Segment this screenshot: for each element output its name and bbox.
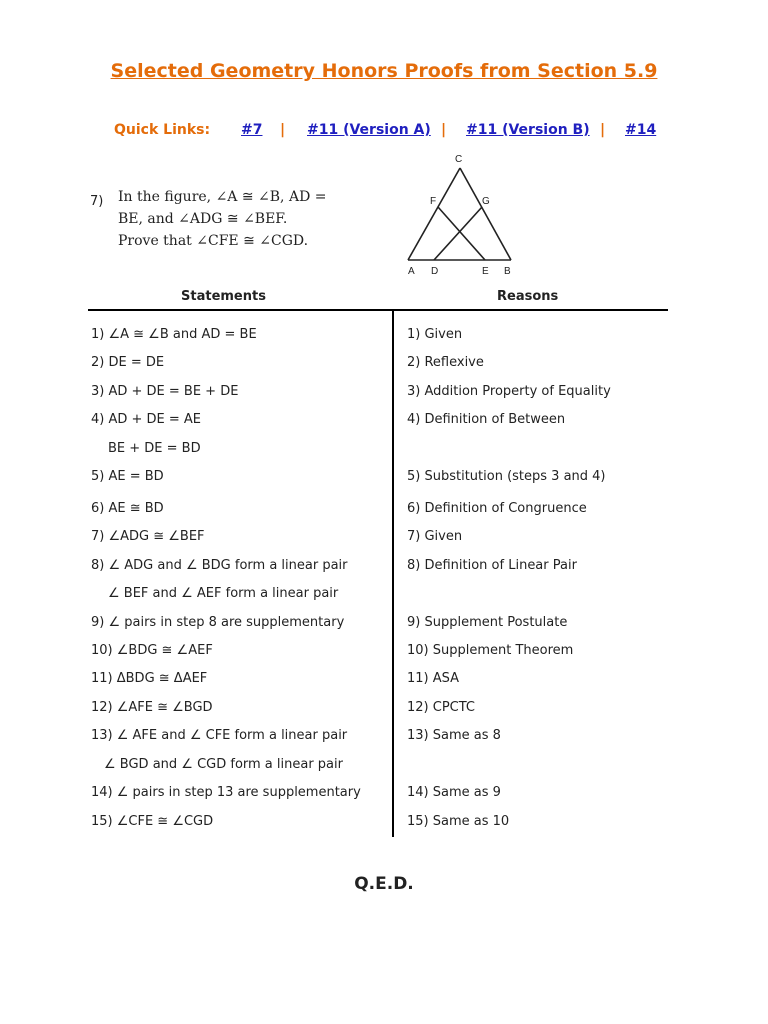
- statement-3: 3) AD + DE = BE + DE: [91, 384, 239, 399]
- statement-15: 15) ∠CFE ≅ ∠CGD: [91, 814, 214, 829]
- reason-3: 3) Addition Property of Equality: [407, 384, 611, 399]
- label-f: F: [430, 196, 437, 207]
- statement-10: 10) ∠BDG ≅ ∠AEF: [91, 643, 213, 658]
- quick-links-separator: |: [600, 122, 606, 138]
- statement-4a: 4) AD + DE = AE: [91, 412, 202, 427]
- reason-2: 2) Reflexive: [407, 355, 484, 370]
- problem-statement: [118, 186, 358, 252]
- statement-5: 5) AE = BD: [91, 469, 164, 484]
- label-c: C: [455, 154, 463, 165]
- reason-7: 7) Given: [407, 529, 463, 544]
- reason-9: 9) Supplement Postulate: [407, 615, 568, 630]
- reason-10: 10) Supplement Theorem: [407, 643, 574, 658]
- statement-13a: 13) ∠ AFE and ∠ CFE form a linear pair: [91, 728, 348, 743]
- statement-7: 7) ∠ADG ≅ ∠BEF: [91, 529, 205, 544]
- statement-4b: BE + DE = BD: [108, 441, 201, 456]
- reason-13: 13) Same as 8: [407, 728, 501, 743]
- reason-14: 14) Same as 9: [407, 785, 501, 800]
- label-a: A: [408, 266, 415, 277]
- reason-12: 12) CPCTC: [407, 700, 475, 715]
- statement-8a: 8) ∠ ADG and ∠ BDG form a linear pair: [91, 558, 348, 573]
- statement-13b: ∠ BGD and ∠ CGD form a linear pair: [104, 757, 343, 772]
- quick-links-separator: |: [280, 122, 286, 138]
- table-column-divider: [392, 311, 394, 837]
- quick-links-label: Quick Links:: [114, 122, 211, 138]
- side-bc: [460, 168, 511, 260]
- reason-15: 15) Same as 10: [407, 814, 510, 829]
- reason-8: 8) Definition of Linear Pair: [407, 558, 577, 573]
- statement-12: 12) ∠AFE ≅ ∠BGD: [91, 700, 213, 715]
- reason-11: 11) ASA: [407, 671, 460, 686]
- label-b: B: [504, 266, 511, 277]
- problem-line: In the figure, ∠A ≅ ∠B, AD =: [118, 189, 327, 205]
- table-header-rule: [88, 309, 668, 311]
- statement-8b: ∠ BEF and ∠ AEF form a linear pair: [108, 586, 339, 601]
- reasons-header: Reasons: [497, 289, 559, 304]
- reason-6: 6) Definition of Congruence: [407, 501, 587, 516]
- quick-link-7[interactable]: #7: [241, 122, 263, 138]
- problem-number: 7): [90, 194, 104, 209]
- label-e: E: [482, 266, 489, 277]
- triangle-figure: [398, 150, 528, 280]
- statements-header: Statements: [181, 289, 266, 304]
- statement-9: 9) ∠ pairs in step 8 are supplementary: [91, 615, 345, 630]
- segment-fe: [438, 207, 485, 260]
- reason-1: 1) Given: [407, 327, 463, 342]
- side-ac: [408, 168, 460, 260]
- quick-links-separator: |: [441, 122, 447, 138]
- label-d: D: [431, 266, 439, 277]
- reason-5: 5) Substitution (steps 3 and 4): [407, 469, 606, 484]
- qed-label: Q.E.D.: [354, 874, 414, 894]
- statement-11: 11) ΔBDG ≅ ΔAEF: [91, 671, 208, 686]
- statement-14: 14) ∠ pairs in step 13 are supplementary: [91, 785, 361, 800]
- reason-4: 4) Definition of Between: [407, 412, 566, 427]
- statement-6: 6) AE ≅ BD: [91, 501, 164, 516]
- quick-link-14[interactable]: #14: [625, 122, 657, 138]
- label-g: G: [482, 196, 490, 207]
- problem-line: BE, and ∠ADG ≅ ∠BEF.: [118, 211, 288, 227]
- quick-link-11a[interactable]: #11 (Version A): [307, 122, 431, 138]
- statement-2: 2) DE = DE: [91, 355, 165, 370]
- page-title: Selected Geometry Honors Proofs from Section 5.9: [110, 60, 658, 82]
- quick-link-11b[interactable]: #11 (Version B): [466, 122, 590, 138]
- problem-line: Prove that ∠CFE ≅ ∠CGD.: [118, 233, 309, 249]
- statement-1: 1) ∠A ≅ ∠B and AD = BE: [91, 327, 257, 342]
- segment-gd: [434, 207, 482, 260]
